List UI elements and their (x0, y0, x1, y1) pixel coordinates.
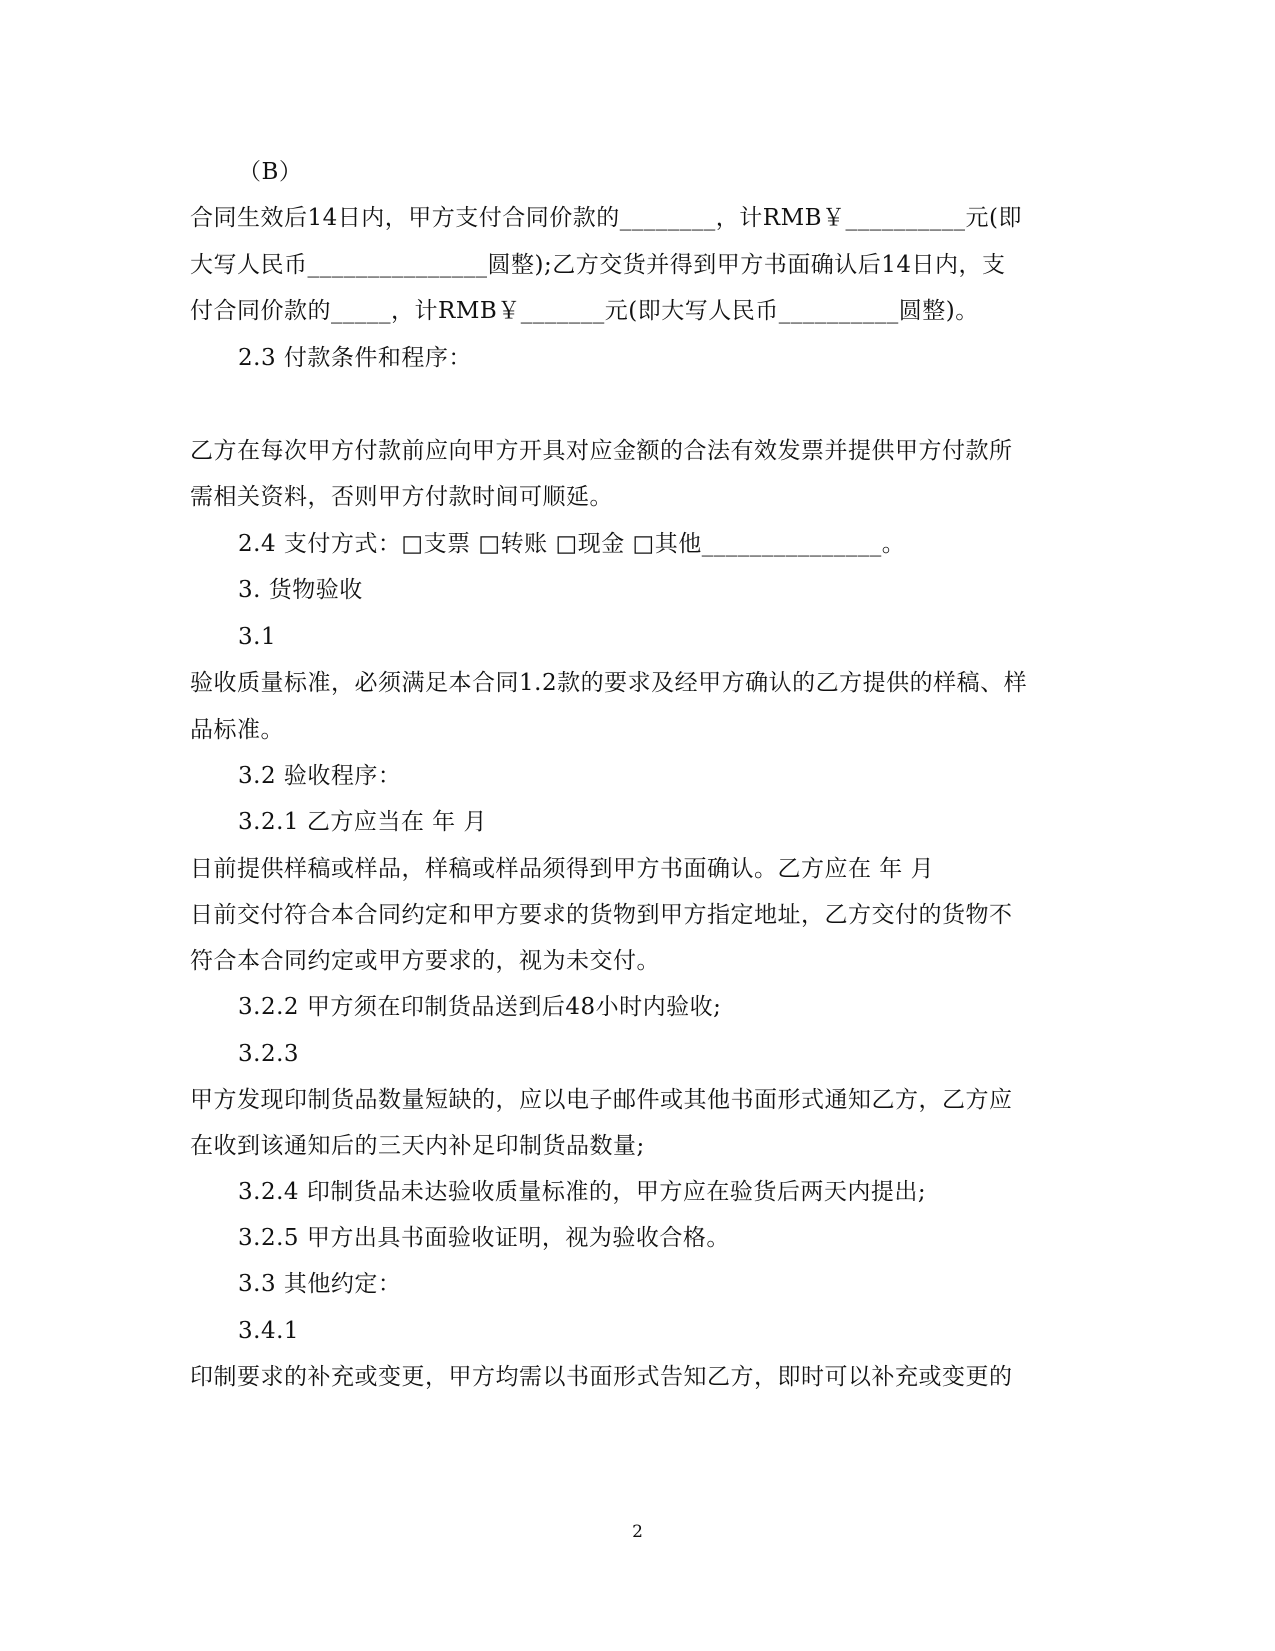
section-3-2-5-line: 3.2.5 甲方出具书面验收证明，视为验收合格。 (238, 1225, 730, 1251)
page-number: 2 (632, 1522, 643, 1542)
section-3-4-1-number: 3.4.1 (238, 1318, 300, 1344)
invoice-line-2: 需相关资料，否则甲方付款时间可顺延。 (190, 484, 613, 510)
quality-standard-line-2: 品标准。 (190, 717, 284, 743)
section-3-2-4-line: 3.2.4 印制货品未达验收质量标准的，甲方应在验货后两天内提出; (238, 1179, 927, 1205)
section-2-3-heading: 2.3 付款条件和程序： (238, 345, 472, 371)
section-3-heading: 3. 货物验收 (238, 577, 363, 603)
section-3-3-heading: 3.3 其他约定： (238, 1271, 402, 1297)
section-3-2-3-number: 3.2.3 (238, 1041, 300, 1067)
invoice-line-1: 乙方在每次甲方付款前应向甲方开具对应金额的合法有效发票并提供甲方付款所 (190, 438, 1013, 464)
section-3-2-1-line: 3.2.1 乙方应当在 年 月 (238, 809, 487, 835)
printing-change-line: 印制要求的补充或变更，甲方均需以书面形式告知乙方，即时可以补充或变更的 (190, 1364, 1013, 1390)
payment-line-3: 付合同价款的_____，计RMB￥_______元(即大写人民币__________圆整)。 (190, 298, 979, 324)
delivery-line-2: 符合本合同约定或甲方要求的，视为未交付。 (190, 948, 660, 974)
section-3-2-2-line: 3.2.2 甲方须在印制货品送到后48小时内验收; (238, 994, 722, 1020)
sample-confirmation-line: 日前提供样稿或样品，样稿或样品须得到甲方书面确认。乙方应在 年 月 (190, 856, 935, 882)
shortage-line-2: 在收到该通知后的三天内补足印制货品数量; (190, 1133, 645, 1159)
payment-line-1: 合同生效后14日内，甲方支付合同价款的________，计RMB￥__________元(即 (190, 205, 1023, 231)
clause-b-label: （B） (238, 159, 303, 185)
section-3-2-heading: 3.2 验收程序： (238, 763, 402, 789)
delivery-line-1: 日前交付符合本合同约定和甲方要求的货物到甲方指定地址，乙方交付的货物不 (190, 902, 1013, 928)
shortage-line-1: 甲方发现印制货品数量短缺的，应以电子邮件或其他书面形式通知乙方，乙方应 (190, 1087, 1013, 1113)
quality-standard-line-1: 验收质量标准，必须满足本合同1.2款的要求及经甲方确认的乙方提供的样稿、样 (190, 670, 1028, 696)
payment-method-line: 2.4 支付方式：□支票 □转账 □现金 □其他_______________。 (238, 531, 906, 557)
section-3-1-number: 3.1 (238, 624, 277, 650)
payment-line-2: 大写人民币_______________圆整);乙方交货并得到甲方书面确认后14日内，支 (190, 252, 1006, 278)
